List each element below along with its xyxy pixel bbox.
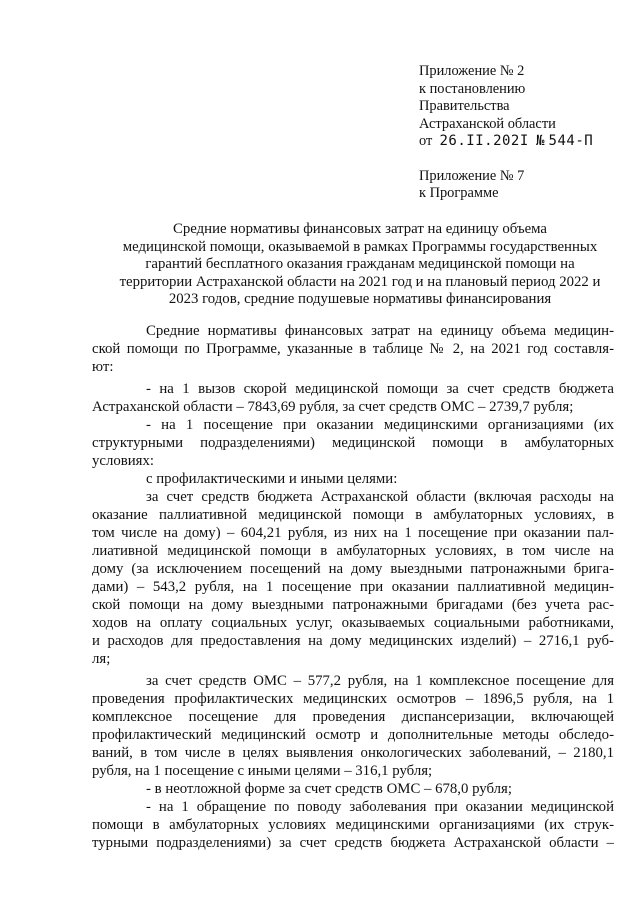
text-line: структурными подразделениями) медицинской помощи в амбулаторных	[92, 435, 614, 451]
text-line: и расходов для предоставления на дому медицинских изделий) – 2716,1 руб-	[92, 633, 614, 649]
annex-line: Правительства	[419, 98, 510, 114]
text-line: ля;	[92, 651, 111, 667]
annex-date-line	[419, 133, 619, 151]
text-line: ваний, в том числе в целях выявления онкологических заболеваний, – 2180,1	[92, 745, 614, 761]
text-line: дому (за исключением посещений на дому выездными патронажными брига-	[92, 561, 614, 577]
text-line: - в неотложной форме за счет средств ОМС – 678,0 рубля;	[146, 781, 512, 797]
text-line: с профилактическими и иными целями:	[146, 471, 398, 487]
text-line: ской помощи на дому выездными патронажными бригадами (без учета рас-	[92, 597, 614, 613]
title-line: 2023 годов, средние подушевые нормативы финансирования	[168, 291, 552, 307]
paragraph-ambulance	[92, 380, 614, 416]
text-line: за счет средств бюджета Астраханской области (включая расходы на	[146, 489, 614, 505]
text-line: Астраханской области – 7843,69 рубля, за счет средств ОМС – 2739,7 рубля;	[92, 399, 574, 415]
resolution-number: 544-П	[548, 133, 594, 149]
paragraph-oms	[92, 672, 614, 780]
title-line: Средние нормативы финансовых затрат на единицу объема	[172, 221, 548, 237]
text-line: турными подразделениями) за счет средств бюджета Астраханской области –	[92, 835, 614, 851]
text-line: ходов на оплату социальных услуг, оказываемых социальными работниками,	[92, 615, 614, 631]
text-line: комплексное посещение для проведения диспансеризации, включающей	[92, 709, 614, 725]
annex-line: Приложение № 7	[419, 167, 525, 184]
paragraph-visit	[92, 416, 614, 470]
text-line: Средние нормативы финансовых затрат на единицу объема медицин-	[146, 323, 614, 339]
text-line: профилактический медицинский осмотр и дополнительные методы обследо-	[92, 727, 614, 743]
text-line: проведения профилактических медицинских осмотров – 1896,5 рубля, на 1	[92, 691, 614, 707]
paragraph-urgent	[92, 780, 614, 798]
text-line: том числе на дому) – 604,21 рубля, из них на 1 посещение при оказании пал-	[92, 525, 614, 541]
document-body	[92, 322, 614, 852]
text-line: дами) – 543,2 рубля, на 1 посещение при оказании паллиативной медицин-	[92, 579, 614, 595]
annex-line: к Программе	[419, 185, 499, 201]
annex-line: Приложение № 2	[419, 63, 525, 79]
title-line: гарантий бесплатного оказания гражданам медицинской помощи на	[145, 256, 575, 272]
from-label: от	[419, 133, 433, 149]
title-line: медицинской помощи, оказываемой в рамках Программы государственных	[122, 238, 598, 255]
text-line: условиях:	[92, 453, 154, 469]
resolution-date: 26.II.202I	[439, 133, 529, 149]
annex-header	[419, 63, 619, 203]
text-line: лиативной медицинской помощи в амбулаторных условиях, в том числе на	[92, 543, 614, 559]
text-line: ской помощи по Программе, указанные в таблице № 2, на 2021 год составля-	[92, 341, 614, 357]
annex-line: к постановлению	[419, 80, 526, 97]
text-line: - на 1 обращение по поводу заболевания при оказании медицинской	[146, 799, 614, 815]
text-line: ют:	[92, 359, 114, 375]
number-sign: №	[536, 133, 545, 149]
paragraph-appeal	[92, 798, 614, 852]
document-title	[110, 221, 610, 309]
text-line: - на 1 вызов скорой медицинской помощи за счет средств бюджета	[146, 381, 614, 397]
annex-line: Астраханской области	[419, 115, 556, 132]
text-line: помощи в амбулаторных условиях медицинскими организациями (их струк-	[92, 817, 614, 833]
text-line: оказание паллиативной медицинской помощи в амбулаторных условиях, в	[92, 507, 614, 523]
text-line: - на 1 посещение при оказании медицинскими организациями (их	[146, 417, 614, 433]
paragraph-intro	[92, 322, 614, 376]
text-line: за счет средств ОМС – 577,2 рубля, на 1 комплексное посещение для	[146, 673, 614, 689]
title-line: территории Астраханской области на 2021 год и на плановый период 2022 и	[119, 273, 601, 290]
paragraph-budget	[92, 488, 614, 668]
text-line: рубля, на 1 посещение с иными целями – 316,1 рубля;	[92, 763, 433, 779]
paragraph-prophylactic	[92, 470, 614, 488]
